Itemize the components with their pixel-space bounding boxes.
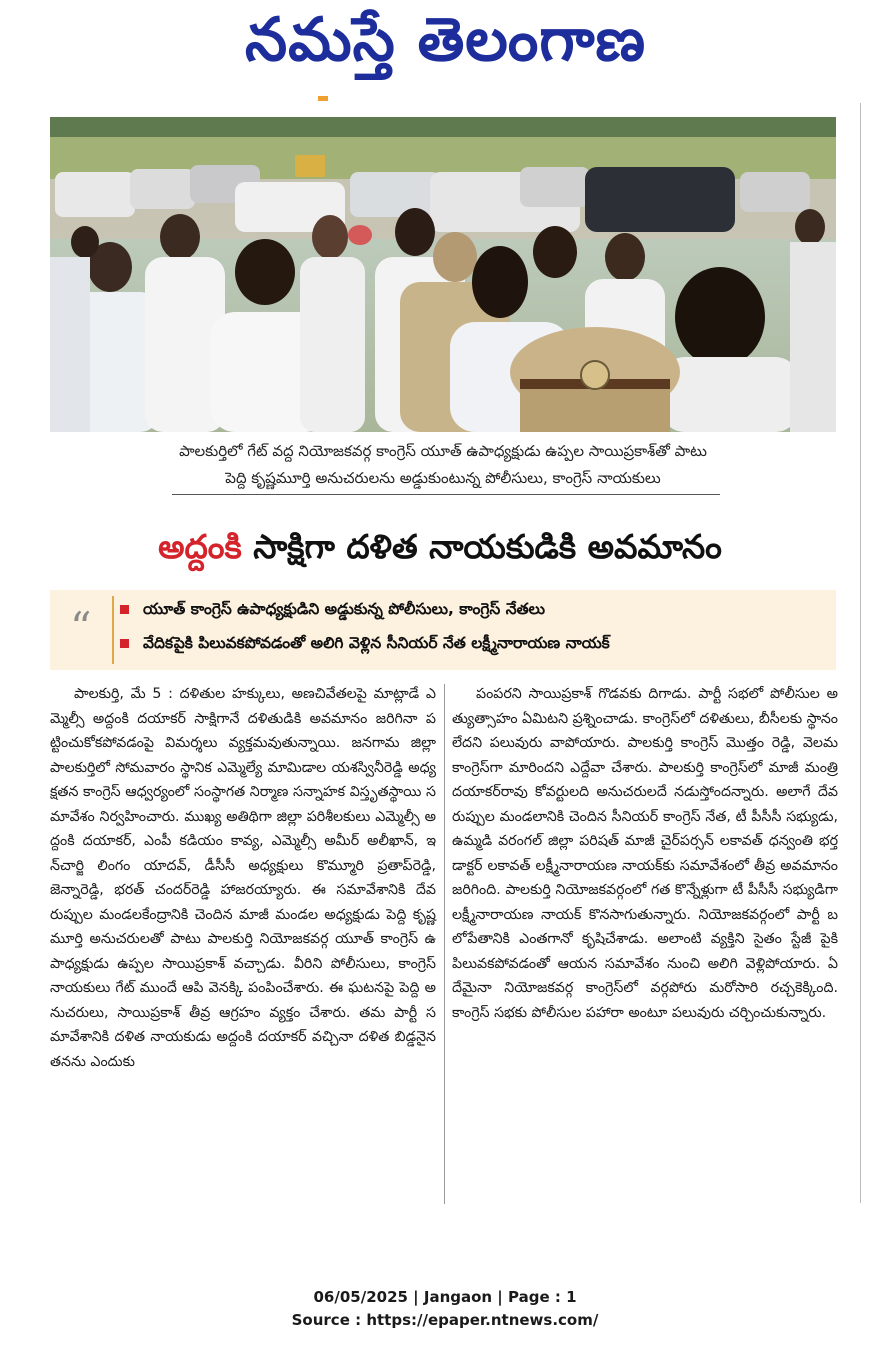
- headline-red-part: అద్దంకి: [158, 527, 242, 566]
- footer-edition-info: 06/05/2025 | Jangaon | Page : 1: [313, 1288, 577, 1306]
- article-column-left: [50, 682, 436, 1074]
- square-bullet-icon: [120, 605, 129, 614]
- column-divider: [444, 684, 445, 1204]
- masthead-accent: [318, 96, 328, 101]
- caption-line-1: పాలకుర్తిలో గేట్ వద్ద నియోజకవర్గ కాంగ్రెస్ యూత్ ఉపాధ్యక్షుడు ఉప్పల సాయిప్రకాశ్‌తో పాటు: [179, 442, 707, 460]
- quote-icon: “: [70, 603, 92, 652]
- highlights-box: [50, 590, 836, 670]
- caption-underline: [172, 494, 720, 495]
- newspaper-logo: నమస్తే తెలంగాణ: [245, 5, 647, 75]
- article-paragraph-left: పాలకుర్తి, మే 5 : దళితుల హక్కులు, అణచివేతలపై మాట్లాడే ఎమ్మెల్సీ అద్దంకి దయాకర్ సాక్షిగానే దళితుడికి అవమానం జరిగినా పట్టించుకోకపోవడంపై విమర్శలు వ్యక్తమవుతున్నాయి. జనగామ జిల్లా పాలకుర్తిలో సోమవారం స్థానిక ఎమ్మెల్యే మామిడాల యశస్వినీరెడ్డి అధ్యక్షతన కాంగ్రెస్ ఆధ్వర్యంలో సంస్థాగత నిర్మాణ సన్నాహక విస్తృతస్థాయి సమావేశం నిర్వహించారు. ముఖ్య అతిథిగా జిల్లా పరిశీలకులు ఎమ్మెల్సీ అద్దంకి దయాకర్, ఎంపీ కడియం కావ్య, ఎమ్మెల్సీ అమీర్ అలీఖాన్, ఇన్‌చార్జి లింగం యాదవ్, డీసీసీ అధ్యక్షులు కొమ్మూరి ప్రతాప్‌రెడ్డి, జెన్నారెడ్డి, భరత్ చందర్‌రెడ్డి హాజరయ్యారు. ఈ సమావేశానికి దేవరుప్పుల మండలకేంద్రానికి చెందిన మాజీ మండల అధ్యక్షుడు పెద్ది కృష్ణమూర్తి అనుచరులతో పాటు పాలకుర్తి నియోజకవర్గ యూత్ కాంగ్రెస్ ఉపాధ్యక్షుడు ఉప్పల సాయిప్రకాశ్ వచ్చాడు. వీరిని పోలీసులు, కాంగ్రెస్ నాయకులు గేట్ ముందే ఆపి వెనక్కి పంపించేశారు. ఈ ఘటనపై పెద్ది అనుచరులు, సాయిప్రకాశ్ తీవ్ర ఆగ్రహం వ్యక్తం చేశారు. తమ పార్టీ సమావేశానికి దళిత నాయకుడు అద్దంకి దయాకర్ వచ్చినా దళిత బిడ్డనైన తనను ఎందుకు: [50, 686, 436, 1070]
- caption-line-2: పెద్ది కృష్ణమూర్తి అనుచరులను అడ్డుకుంటున్న పోలీసులు, కాంగ్రెస్ నాయకులు: [225, 469, 661, 487]
- highlight-item: [120, 600, 545, 622]
- page-divider-vertical: [860, 103, 861, 1203]
- masthead: [0, 0, 890, 108]
- photo-caption: [50, 438, 836, 492]
- article-headline: [40, 516, 840, 578]
- page-footer: [0, 1286, 890, 1332]
- square-bullet-icon: [120, 639, 129, 648]
- news-photo: [50, 117, 836, 432]
- highlight-item: [120, 634, 610, 656]
- headline-black-part: సాక్షిగా దళిత నాయకుడికి అవమానం: [241, 527, 722, 566]
- highlight-text: యూత్ కాంగ్రెస్ ఉపాధ్యక్షుడిని అడ్డుకున్న పోలీసులు, కాంగ్రెస్ నేతలు: [143, 600, 545, 618]
- highlight-text: వేదికపైకి పిలువకపోవడంతో అలిగి వెళ్లిన సీనియర్ నేత లక్ష్మీనారాయణ నాయక్: [143, 634, 610, 652]
- highlights-accent-bar: [112, 596, 114, 664]
- article-column-right: [452, 682, 838, 1025]
- footer-source-link[interactable]: Source : https://epaper.ntnews.com/: [291, 1311, 599, 1329]
- article-paragraph-right: పంపరని సాయిప్రకాశ్ గొడవకు దిగాడు. పార్టీ సభలో పోలీసుల అత్యుత్సాహం ఏమిటని ప్రశ్నించాడు. కాంగ్రెస్‌లో దళితులు, బీసీలకు స్థానం లేదని పలువురు వాపోయారు. పాలకుర్తి కాంగ్రెస్ మొత్తం రెడ్డి, వెలమ కాంగ్రెస్‌గా మారిందని ఎద్దేవా చేశారు. పాలకుర్తి కాంగ్రెస్‌లో మాజీ మంత్రి దయాకర్‌రావు కోవర్టులది అనుచరులదే నడుస్తోందన్నారు. అలాగే దేవరుప్పుల మండలానికి చెందిన సీనియర్ కాంగ్రెస్ నేత, టీ పీసీసీ సభ్యుడు, ఉమ్మడి వరంగల్ జిల్లా పరిషత్ మాజీ చైర్‌పర్సన్ లకావత్ ధన్వంతి భర్త డాక్టర్ లకావత్ లక్ష్మీనారాయణ నాయక్‌కు సమావేశంలో తీవ్ర అవమానం జరిగింది. పాలకుర్తి నియోజకవర్గంలో గత కొన్నేళ్లుగా టీ పీసీసీ సభ్యుడిగా లక్ష్మీనారాయణ నాయక్ కొనసాగుతున్నారు. నియోజకవర్గంలో పార్టీ బలోపేతానికి ఎంతగానో కృషిచేశాడు. అలాంటి వ్యక్తిని సైతం స్టేజీ పైకి పిలువకపోవడంతో ఆయన సమావేశం నుంచి అలిగి వెళ్లిపోయారు. ఏదేమైనా నియోజకవర్గ కాంగ్రెస్‌లో వర్గపోరు మరోసారి రచ్చకెక్కింది. కాంగ్రెస్ సభకు పోలీసుల పహారా అంటూ పలువురు చర్చించుకున్నారు.: [452, 686, 838, 1021]
